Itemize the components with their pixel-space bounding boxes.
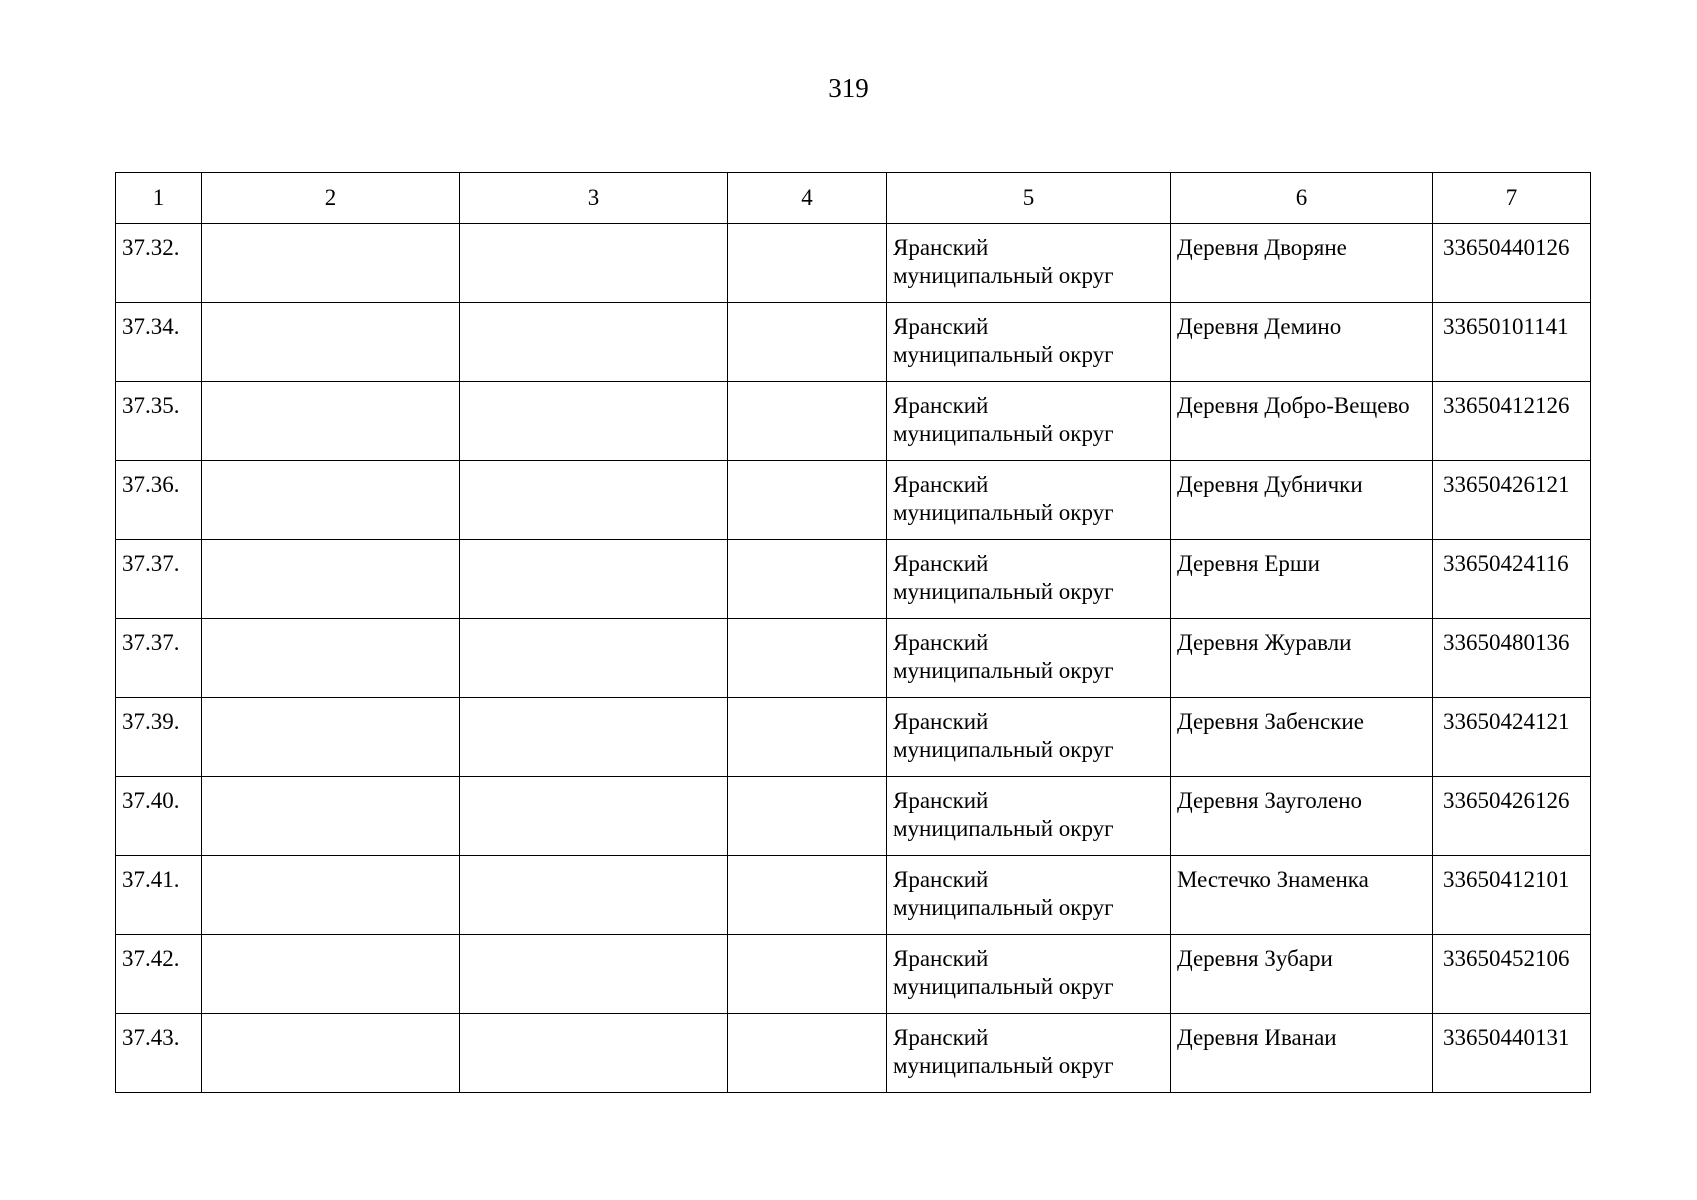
empty-cell-col-3: [460, 224, 728, 303]
table-header: [116, 173, 1591, 224]
district-type: муниципальный округ: [893, 1053, 1114, 1078]
empty-cell-col-2: [202, 619, 460, 698]
empty-cell-col-4: [728, 303, 887, 382]
district-cell: [887, 777, 1171, 856]
col-4-value: [728, 382, 886, 392]
header-col-7: 7: [1433, 173, 1591, 224]
col-3-value: [460, 461, 727, 471]
district-type: муниципальный округ: [893, 342, 1114, 367]
col-2-value: [202, 540, 459, 550]
district-name: Яранский: [893, 393, 989, 418]
col-3-value: [460, 1014, 727, 1024]
empty-cell-col-4: [728, 777, 887, 856]
settlement-cell: [1171, 935, 1433, 1014]
settlements-table: [115, 172, 1591, 1093]
oktmo-code: 33650440126: [1443, 235, 1570, 260]
settlement-name: Деревня Иванаи: [1177, 1025, 1337, 1050]
settlement-cell: [1171, 461, 1433, 540]
row-number: 37.37.: [122, 630, 180, 655]
col-2-value: [202, 1014, 459, 1024]
empty-cell-col-2: [202, 303, 460, 382]
row-number: 37.41.: [122, 867, 180, 892]
row-number-cell: [116, 935, 202, 1014]
col-2-value: [202, 224, 459, 234]
row-number: 37.32.: [122, 235, 180, 260]
table-row: [116, 1014, 1591, 1093]
row-number-cell: [116, 461, 202, 540]
settlement-cell: [1171, 619, 1433, 698]
district-type: муниципальный округ: [893, 421, 1114, 446]
empty-cell-col-2: [202, 1014, 460, 1093]
col-4-value: [728, 540, 886, 550]
oktmo-code: 33650452106: [1443, 946, 1570, 971]
oktmo-code: 33650440131: [1443, 1025, 1570, 1050]
header-col-2: 2: [202, 173, 460, 224]
col-2-value: [202, 935, 459, 945]
col-3-value: [460, 303, 727, 313]
row-number: 37.40.: [122, 788, 180, 813]
district-name: Яранский: [893, 946, 989, 971]
row-number-cell: [116, 777, 202, 856]
oktmo-code: 33650426126: [1443, 788, 1570, 813]
col-2-value: [202, 619, 459, 629]
page-number: 319: [828, 73, 869, 103]
empty-cell-col-4: [728, 224, 887, 303]
settlement-cell: [1171, 540, 1433, 619]
empty-cell-col-4: [728, 540, 887, 619]
empty-cell-col-2: [202, 540, 460, 619]
oktmo-code: 33650412101: [1443, 867, 1570, 892]
settlement-name: Деревня Добро-Вещево: [1177, 393, 1410, 418]
district-cell: [887, 1014, 1171, 1093]
empty-cell-col-3: [460, 1014, 728, 1093]
row-number-cell: [116, 1014, 202, 1093]
district-name: Яранский: [893, 472, 989, 497]
district-cell: [887, 224, 1171, 303]
code-cell: [1433, 382, 1591, 461]
oktmo-code: 33650424116: [1443, 551, 1569, 576]
settlement-name: Деревня Ерши: [1177, 551, 1320, 576]
district-type: муниципальный округ: [893, 263, 1114, 288]
empty-cell-col-4: [728, 856, 887, 935]
table-row: [116, 382, 1591, 461]
row-number: 37.34.: [122, 314, 180, 339]
district-type: муниципальный округ: [893, 579, 1114, 604]
table-row: [116, 777, 1591, 856]
district-cell: [887, 856, 1171, 935]
col-4-value: [728, 224, 886, 234]
empty-cell-col-3: [460, 619, 728, 698]
col-3-value: [460, 856, 727, 866]
row-number: 37.43.: [122, 1025, 180, 1050]
district-type: муниципальный округ: [893, 658, 1114, 683]
col-2-value: [202, 461, 459, 471]
oktmo-code: 33650426121: [1443, 472, 1570, 497]
district-cell: [887, 540, 1171, 619]
empty-cell-col-2: [202, 698, 460, 777]
row-number-cell: [116, 698, 202, 777]
empty-cell-col-4: [728, 461, 887, 540]
code-cell: [1433, 303, 1591, 382]
settlement-cell: [1171, 856, 1433, 935]
empty-cell-col-3: [460, 698, 728, 777]
empty-cell-col-4: [728, 1014, 887, 1093]
empty-cell-col-3: [460, 777, 728, 856]
table-row: [116, 461, 1591, 540]
row-number-cell: [116, 619, 202, 698]
empty-cell-col-4: [728, 698, 887, 777]
empty-cell-col-2: [202, 777, 460, 856]
col-2-value: [202, 382, 459, 392]
table-row: [116, 619, 1591, 698]
settlement-cell: [1171, 303, 1433, 382]
header-col-6: 6: [1171, 173, 1433, 224]
col-4-value: [728, 856, 886, 866]
district-name: Яранский: [893, 551, 989, 576]
district-name: Яранский: [893, 867, 989, 892]
district-cell: [887, 619, 1171, 698]
empty-cell-col-3: [460, 935, 728, 1014]
empty-cell-col-2: [202, 382, 460, 461]
district-cell: [887, 303, 1171, 382]
district-type: муниципальный округ: [893, 895, 1114, 920]
settlement-name: Деревня Журавли: [1177, 630, 1352, 655]
settlement-cell: [1171, 698, 1433, 777]
row-number-cell: [116, 303, 202, 382]
empty-cell-col-4: [728, 619, 887, 698]
header-col-4: 4: [728, 173, 887, 224]
col-2-value: [202, 698, 459, 708]
district-cell: [887, 698, 1171, 777]
table-row: [116, 540, 1591, 619]
row-number: 37.42.: [122, 946, 180, 971]
settlement-name: Местечко Знаменка: [1177, 867, 1369, 892]
col-2-value: [202, 777, 459, 787]
row-number: 37.35.: [122, 393, 180, 418]
row-number: 37.37.: [122, 551, 180, 576]
table-row: [116, 303, 1591, 382]
row-number-cell: [116, 224, 202, 303]
code-cell: [1433, 224, 1591, 303]
code-cell: [1433, 619, 1591, 698]
district-name: Яранский: [893, 314, 989, 339]
row-number-cell: [116, 540, 202, 619]
empty-cell-col-3: [460, 856, 728, 935]
row-number-cell: [116, 856, 202, 935]
code-cell: [1433, 540, 1591, 619]
table-row: [116, 224, 1591, 303]
district-cell: [887, 382, 1171, 461]
col-3-value: [460, 224, 727, 234]
col-3-value: [460, 540, 727, 550]
col-4-value: [728, 461, 886, 471]
table-body: [116, 224, 1591, 1093]
settlement-name: Деревня Зубари: [1177, 946, 1333, 971]
col-3-value: [460, 698, 727, 708]
settlement-name: Деревня Дубнички: [1177, 472, 1363, 497]
header-row: [116, 173, 1591, 224]
header-col-1: 1: [116, 173, 202, 224]
district-name: Яранский: [893, 1025, 989, 1050]
col-3-value: [460, 935, 727, 945]
row-number-cell: [116, 382, 202, 461]
row-number: 37.39.: [122, 709, 180, 734]
header-col-5: 5: [887, 173, 1171, 224]
col-3-value: [460, 382, 727, 392]
empty-cell-col-2: [202, 935, 460, 1014]
district-type: муниципальный округ: [893, 737, 1114, 762]
district-name: Яранский: [893, 709, 989, 734]
settlement-name: Деревня Дворяне: [1177, 235, 1347, 260]
table-row: [116, 698, 1591, 777]
empty-cell-col-3: [460, 382, 728, 461]
code-cell: [1433, 935, 1591, 1014]
col-4-value: [728, 303, 886, 313]
table-row: [116, 856, 1591, 935]
table-row: [116, 935, 1591, 1014]
col-4-value: [728, 777, 886, 787]
oktmo-code: 33650424121: [1443, 709, 1570, 734]
empty-cell-col-2: [202, 461, 460, 540]
settlement-cell: [1171, 224, 1433, 303]
empty-cell-col-3: [460, 303, 728, 382]
settlement-cell: [1171, 777, 1433, 856]
oktmo-code: 33650101141: [1443, 314, 1569, 339]
settlement-cell: [1171, 382, 1433, 461]
oktmo-code: 33650480136: [1443, 630, 1570, 655]
district-type: муниципальный округ: [893, 816, 1114, 841]
col-4-value: [728, 698, 886, 708]
col-4-value: [728, 935, 886, 945]
col-2-value: [202, 303, 459, 313]
col-4-value: [728, 619, 886, 629]
district-cell: [887, 935, 1171, 1014]
col-4-value: [728, 1014, 886, 1024]
district-name: Яранский: [893, 235, 989, 260]
code-cell: [1433, 461, 1591, 540]
settlement-name: Деревня Зауголено: [1177, 788, 1362, 813]
col-3-value: [460, 619, 727, 629]
empty-cell-col-2: [202, 856, 460, 935]
row-number: 37.36.: [122, 472, 180, 497]
settlement-name: Деревня Демино: [1177, 314, 1342, 339]
empty-cell-col-4: [728, 935, 887, 1014]
district-name: Яранский: [893, 630, 989, 655]
code-cell: [1433, 777, 1591, 856]
settlement-name: Деревня Забенские: [1177, 709, 1364, 734]
district-type: муниципальный округ: [893, 974, 1114, 999]
district-cell: [887, 461, 1171, 540]
code-cell: [1433, 1014, 1591, 1093]
oktmo-code: 33650412126: [1443, 393, 1570, 418]
empty-cell-col-3: [460, 461, 728, 540]
empty-cell-col-2: [202, 224, 460, 303]
district-type: муниципальный округ: [893, 500, 1114, 525]
district-name: Яранский: [893, 788, 989, 813]
col-2-value: [202, 856, 459, 866]
code-cell: [1433, 856, 1591, 935]
empty-cell-col-3: [460, 540, 728, 619]
code-cell: [1433, 698, 1591, 777]
empty-cell-col-4: [728, 382, 887, 461]
header-col-3: 3: [460, 173, 728, 224]
col-3-value: [460, 777, 727, 787]
settlement-cell: [1171, 1014, 1433, 1093]
